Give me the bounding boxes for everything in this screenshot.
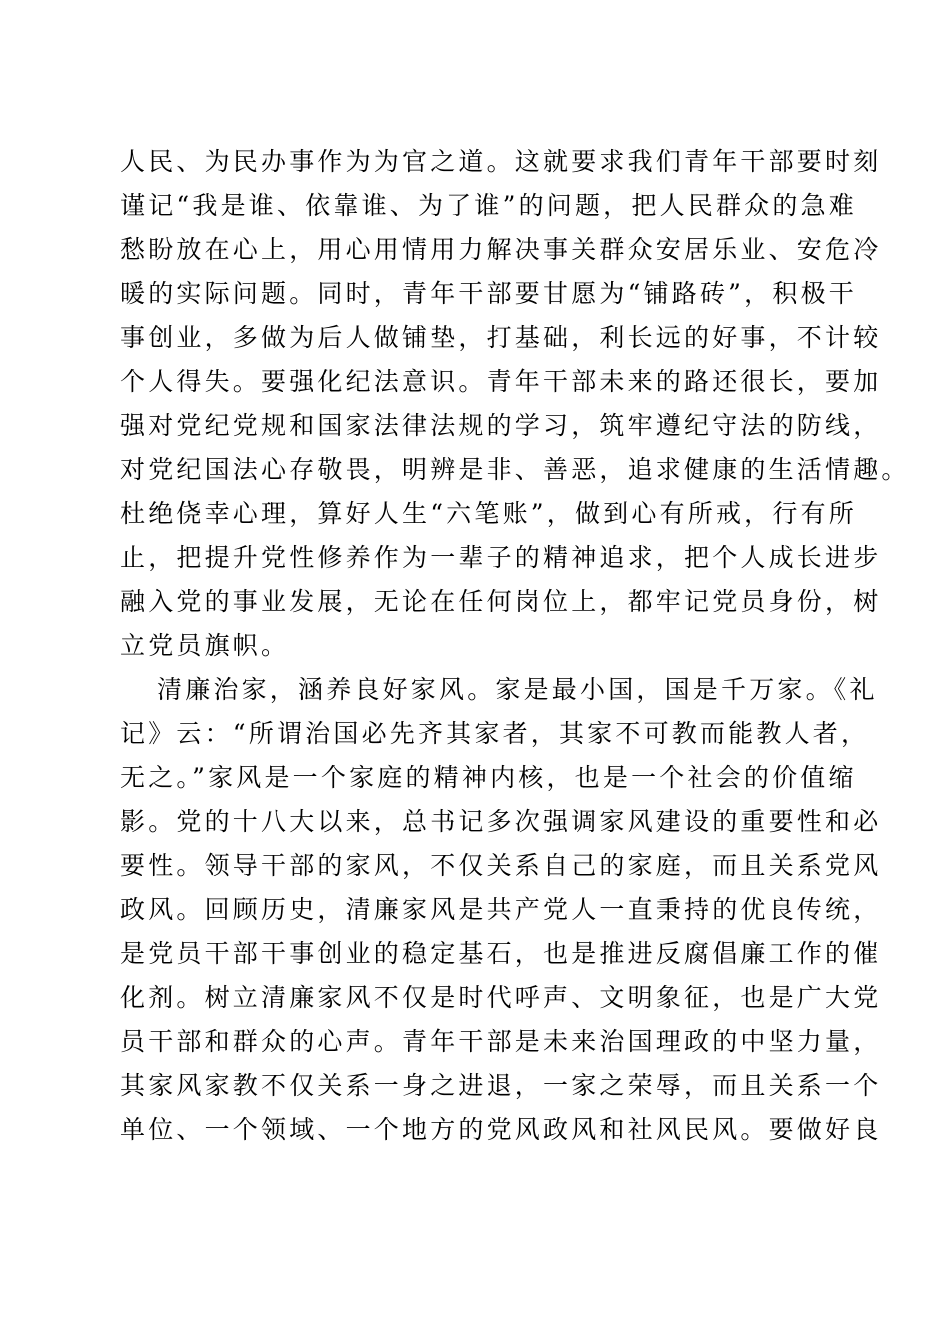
text-line: 化剂。树立清廉家风不仅是时代呼声、文明象征，也是广大党 xyxy=(120,983,882,1012)
text-line: 其家风家教不仅关系一身之进退，一家之荣辱，而且关系一个 xyxy=(120,1071,882,1100)
text-line: 政风。回顾历史，清廉家风是共产党人一直秉持的优良传统， xyxy=(120,895,882,924)
text-line: 影。党的十八大以来，总书记多次强调家风建设的重要性和必 xyxy=(120,807,882,836)
paragraph-start-line: 清廉治家，涵养良好家风。家是最小国，国是千万家。《礼 xyxy=(157,675,878,704)
text-line: 记》云：“所谓治国必先齐其家者，其家不可教而能教人者， xyxy=(120,719,870,748)
text-line: 事创业，多做为后人做铺垫，打基础，利长远的好事，不计较 xyxy=(120,323,882,352)
text-line: 要性。领导干部的家风，不仅关系自己的家庭，而且关系党风 xyxy=(120,851,882,880)
text-line: 谨记“我是谁、依靠谁、为了谁”的问题，把人民群众的急难 xyxy=(120,191,857,220)
text-line: 融入党的事业发展，无论在任何岗位上，都牢记党员身份，树 xyxy=(120,587,882,616)
text-line: 无之。”家风是一个家庭的精神内核，也是一个社会的价值缩 xyxy=(120,763,857,792)
text-line: 单位、一个领域、一个地方的党风政风和社风民风。要做好良 xyxy=(120,1115,882,1144)
text-line: 对党纪国法心存敬畏，明辨是非、善恶，追求健康的生活情趣。 xyxy=(120,455,910,484)
text-line: 是党员干部干事创业的稳定基石，也是推进反腐倡廉工作的催 xyxy=(120,939,882,968)
text-line: 止，把提升党性修养作为一辈子的精神追求，把个人成长进步 xyxy=(120,543,882,572)
text-line: 员干部和群众的心声。青年干部是未来治国理政的中坚力量， xyxy=(120,1027,882,1056)
text-line: 愁盼放在心上，用心用情用力解决事关群众安居乐业、安危冷 xyxy=(120,235,882,264)
text-line: 强对党纪党规和国家法律法规的学习，筑牢遵纪守法的防线， xyxy=(120,411,882,440)
text-line: 杜绝侥幸心理，算好人生“六笔账”，做到心有所戒，行有所 xyxy=(120,499,857,528)
text-line: 暖的实际问题。同时，青年干部要甘愿为“铺路砖”，积极干 xyxy=(120,279,857,308)
text-line: 立党员旗帜。 xyxy=(120,631,290,660)
text-line: 人民、为民办事作为为官之道。这就要求我们青年干部要时刻 xyxy=(120,147,882,176)
text-line: 个人得失。要强化纪法意识。青年干部未来的路还很长，要加 xyxy=(120,367,882,396)
